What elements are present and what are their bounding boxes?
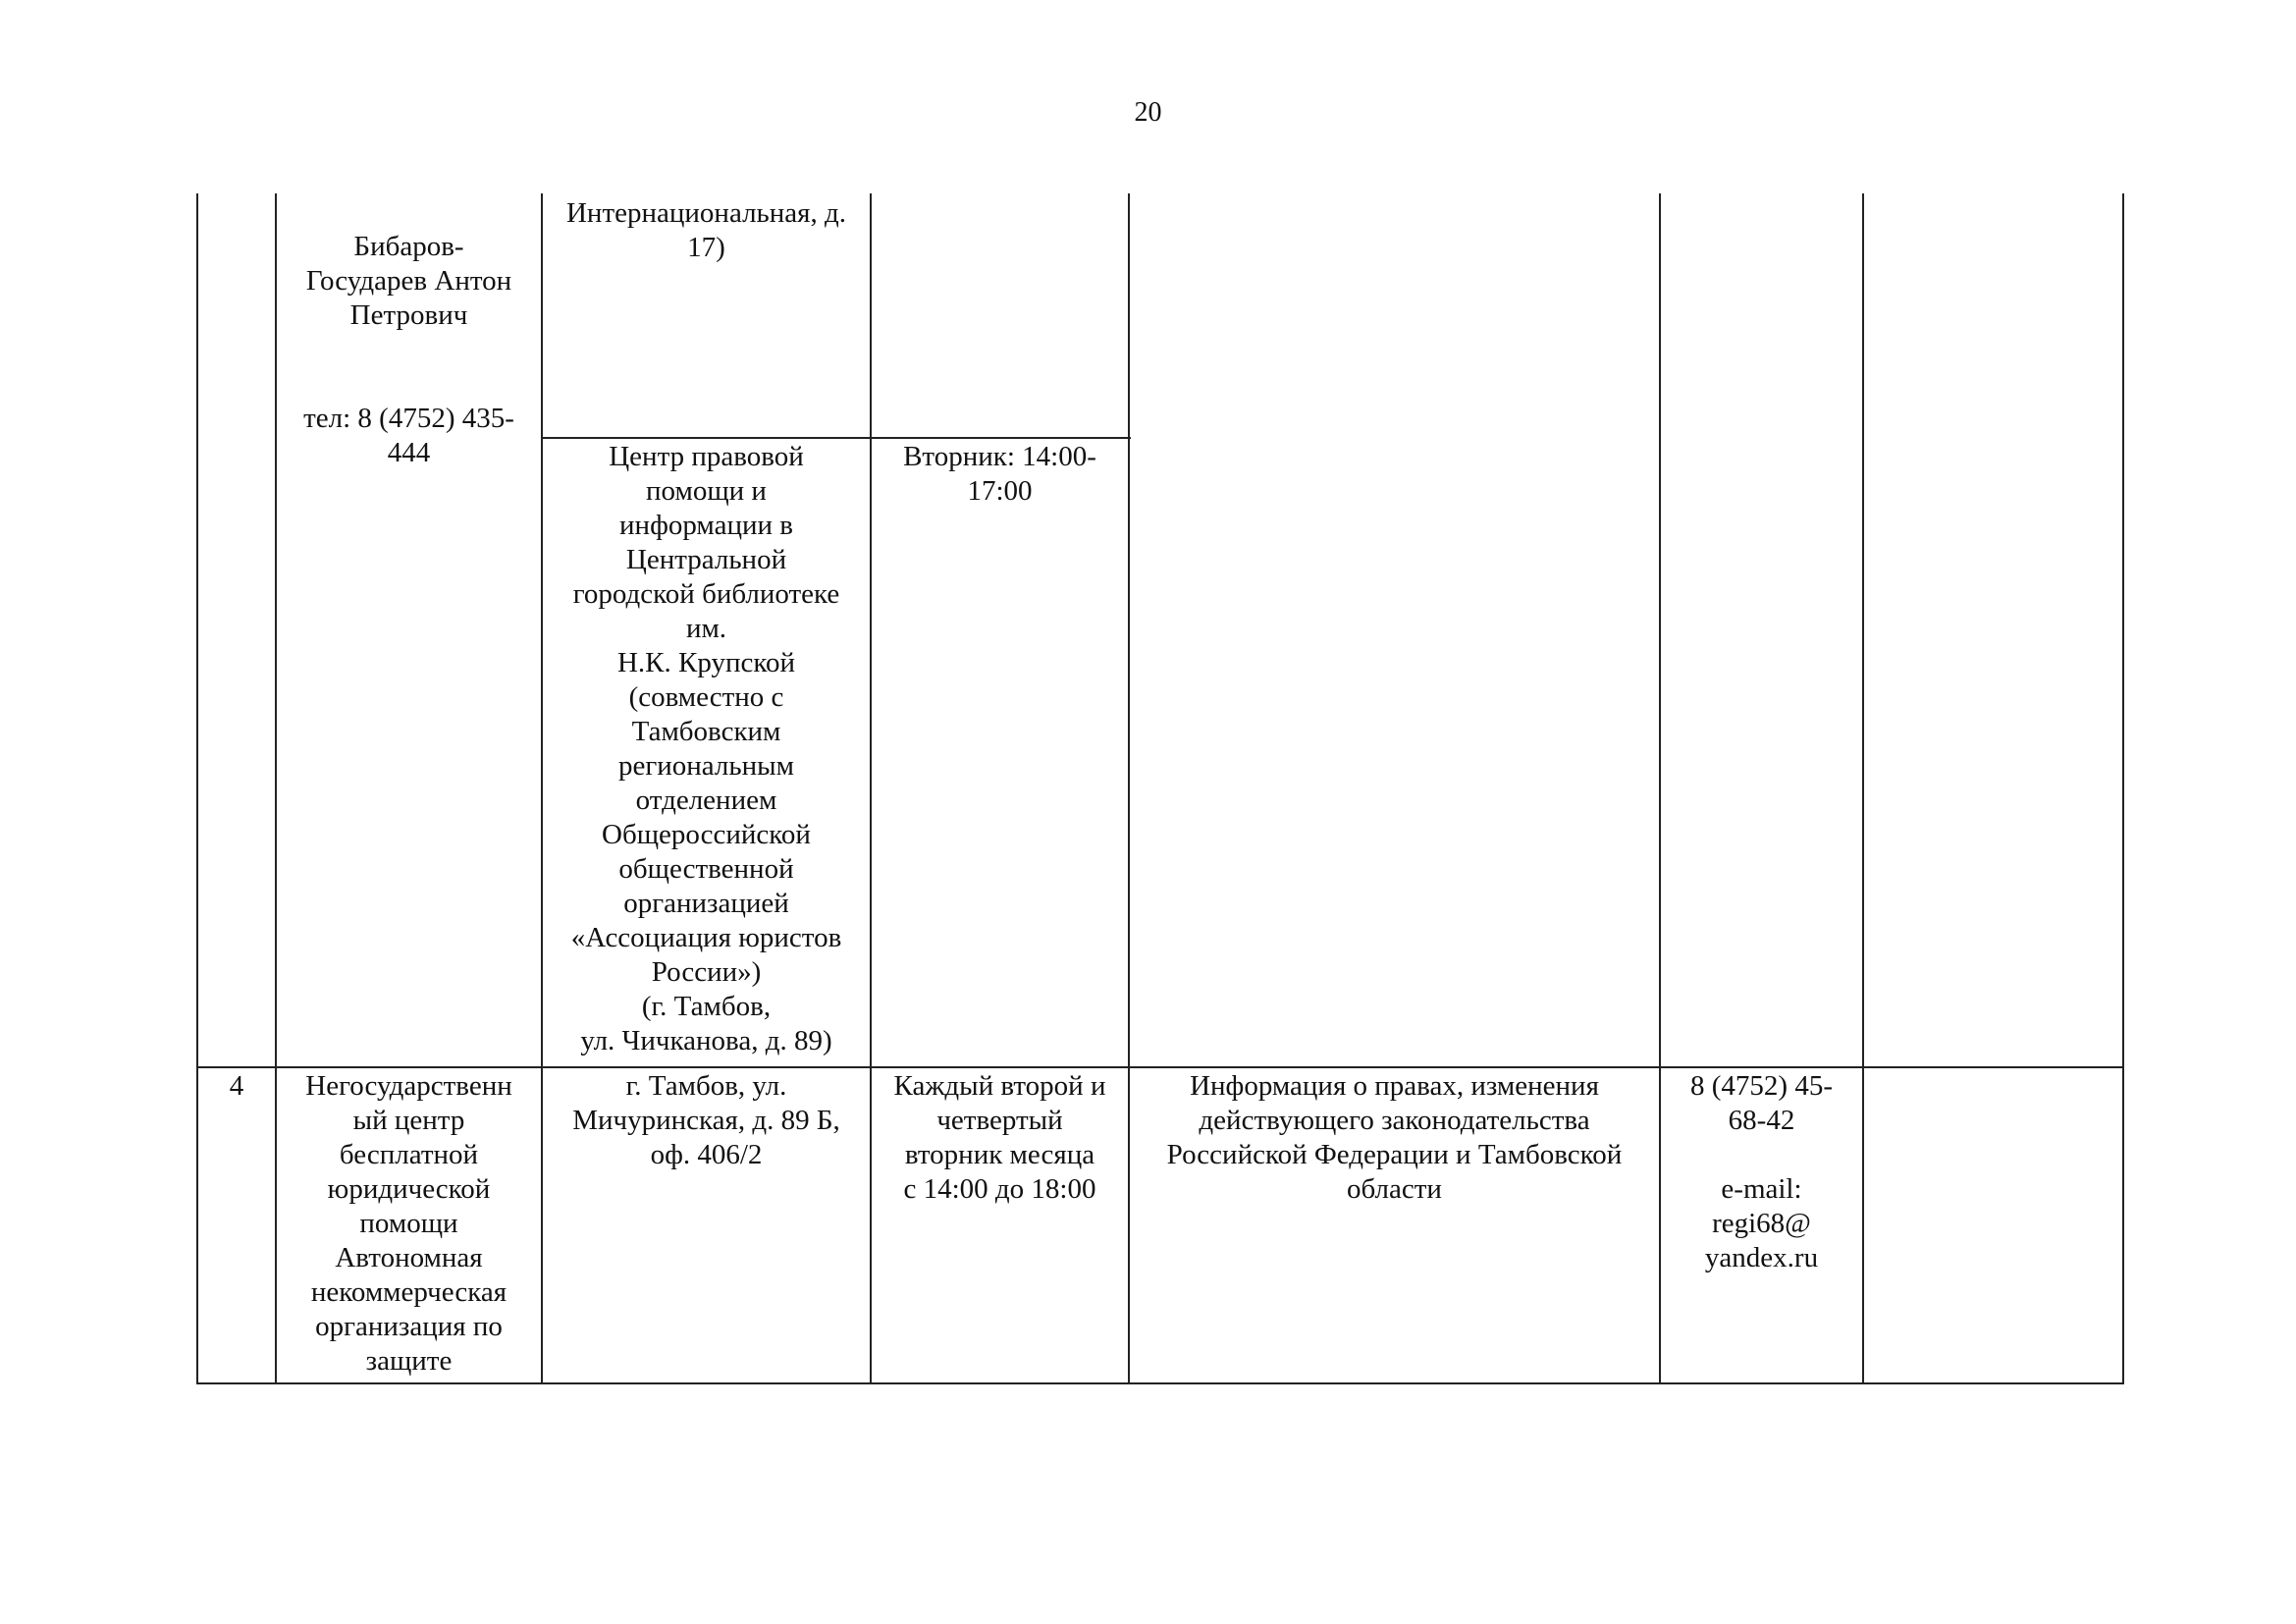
page-number: 20: [1134, 97, 1162, 128]
table-right-border: [2122, 193, 2124, 1384]
table-left-border: [196, 193, 198, 1384]
address-cell: Интернациональная, д. 17): [565, 197, 846, 263]
column-divider: [1862, 193, 1864, 1384]
schedule-cell: Каждый второй и четвертый вторник месяца с 14:00 до 18:00: [893, 1070, 1106, 1205]
row-number-cell: 4: [229, 1070, 244, 1102]
contacts-cell: 8 (4752) 45- 68-42 e-mail: regi68@ yandex.ru: [1690, 1070, 1833, 1273]
address-cell: г. Тамбов, ул. Мичуринская, д. 89 Б, оф. 406/2: [572, 1070, 840, 1170]
center-address-cell: Центр правовой помощи и информации в Центральной городской библиотеке им. Н.К. Крупской (совместно с Тамбовским региональным отделением Общероссийской общественной организацией «Ассоциация юристов России») (г. Тамбов, ул. Чичканова, д. 89): [570, 441, 842, 1056]
organization-cell: Негосударственн ый центр бесплатной юридической помощи Автономная некоммерческая организация по защите: [305, 1070, 512, 1377]
contact-person-cell: Бибаров- Государев Антон Петрович тел: 8 (4752) 435- 444: [303, 231, 514, 468]
schedule-cell: Вторник: 14:00- 17:00: [903, 441, 1096, 507]
services-cell: Информация о правах, изменения действующего законодательства Российской Федерации и Тамбовской области: [1166, 1070, 1623, 1205]
table-bottom-border: [196, 1382, 2124, 1384]
row-divider: [196, 1066, 2124, 1068]
row-divider: [541, 437, 1131, 439]
